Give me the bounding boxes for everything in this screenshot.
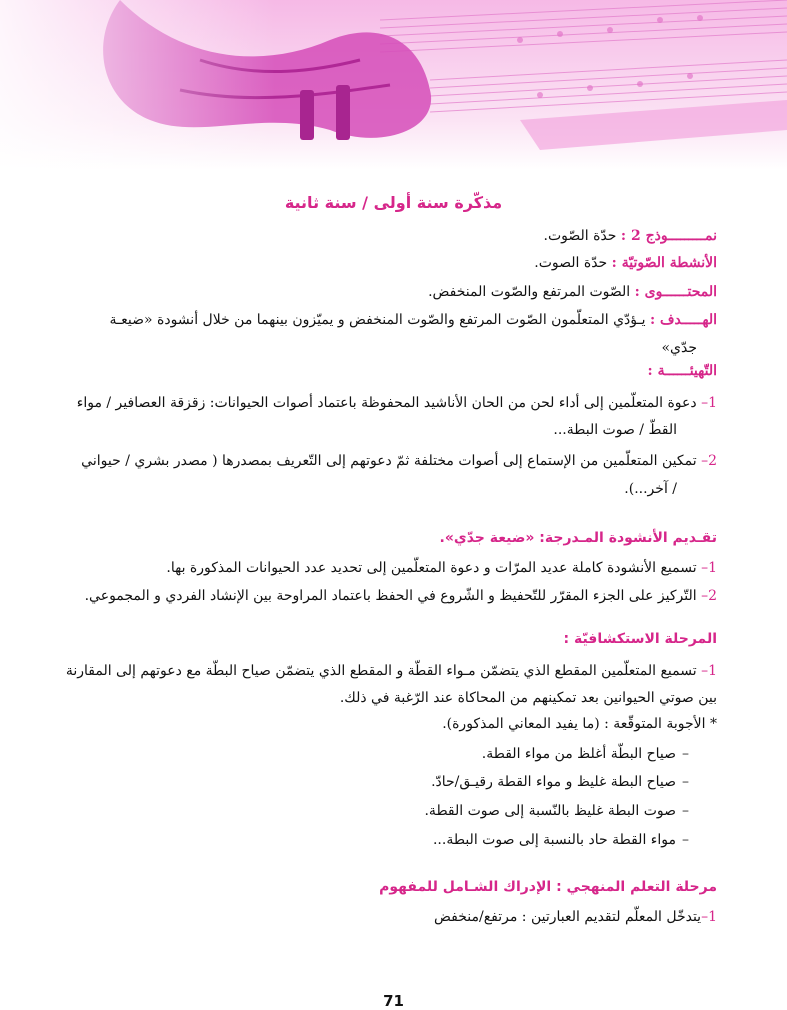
method-item-1-number: 1– xyxy=(701,909,717,925)
expected-answers-label: * الأجوبة المتوقّعة : (ما يفيد المعاني المذكورة). xyxy=(442,716,717,732)
page-title: مذكّرة سنة أولى / سنة ثانية xyxy=(284,193,503,212)
page-number: 71 xyxy=(383,992,404,1010)
answer-1-text: صياح البطّة أغلظ من مواء القطة. xyxy=(481,746,676,762)
answer-1 xyxy=(60,743,689,765)
dash-icon: – xyxy=(682,832,689,848)
explore-item-1-number: 1– xyxy=(701,663,717,679)
method-item-1 xyxy=(60,906,717,928)
objective-text2: جدّي» xyxy=(661,340,697,356)
model-text: حدّة الصّوت. xyxy=(543,228,617,244)
objective-label: الهـــــدف : xyxy=(649,312,717,328)
objective-text1: يـؤدّي المتعلّمون الصّوت المرتفع والصّوت المنخفض و يميّزون بينهما من خلال أنشودة «ضيعـة xyxy=(109,312,646,328)
warmup-item-1-cont xyxy=(60,419,677,441)
content-label: المحتــــــوى : xyxy=(634,284,717,300)
answer-3 xyxy=(60,800,689,822)
answer-4-text: مواء القطة حاد بالنسبة إلى صوت البطة... xyxy=(432,832,676,848)
objective-line xyxy=(60,309,717,331)
explore-item-1-cont xyxy=(60,687,717,709)
answer-3-text: صوت البطة غليظ بالنّسبة إلى صوت القطة. xyxy=(424,803,676,819)
song-item-1-text: تسميع الأنشودة كاملة عديد المرّات و دعوة المتعلّمين إلى تحديد عدد الحيوانات المذكورة بها. xyxy=(166,560,697,576)
warmup-item-2-number: 2– xyxy=(701,453,717,469)
warmup-item-2-cont xyxy=(60,478,677,500)
song-item-1 xyxy=(60,557,717,579)
explore-heading: المرحلة الاستكشافيّة : xyxy=(563,631,717,647)
answer-2 xyxy=(60,771,689,793)
warmup-heading xyxy=(60,360,717,382)
warmup-item-1-number: 1– xyxy=(701,395,717,411)
explore-item-1 xyxy=(60,660,717,682)
song-item-2 xyxy=(60,585,717,607)
song-heading: تقـديم الأنشودة المـدرجة: «ضيعة جدّي». xyxy=(439,530,717,546)
warmup-item-2 xyxy=(60,450,717,472)
explore-item-1-text: تسميع المتعلّمين المقطع الذي يتضمّن مـواء القطّة و المقطع الذي يتضمّن صياح البطّة مع دعوتهم إلى المقارنة xyxy=(65,663,697,679)
violin-sheet-music-banner xyxy=(0,0,787,170)
answer-4 xyxy=(60,829,689,851)
activities-line xyxy=(60,252,717,274)
objective-line2 xyxy=(60,337,697,359)
content-line xyxy=(60,281,717,303)
song-item-2-text: التّركيز على الجزء المقرّر للتّحفيظ و الشّروع في الحفظ باعتماد المراوحة بين الإنشاد الفردي و المجموعي. xyxy=(84,588,697,604)
answer-2-text: صياح البطة غليظ و مواء القطة رقيـق/حادّ. xyxy=(431,774,676,790)
warmup-label: التّهيئــــــة : xyxy=(647,363,717,379)
dash-icon: – xyxy=(682,746,689,762)
warmup-item-2-text2: / آخر...). xyxy=(624,481,677,497)
warmup-item-2-text: تمكين المتعلّمين من الإستماع إلى أصوات مختلفة ثمّ دعوتهم إلى التّعريف بمصدرها ( مصدر بشري / حيواني xyxy=(81,453,697,469)
song-item-1-number: 1– xyxy=(701,560,717,576)
explore-item-1-text2: بين صوتي الحيوانين بعد تمكينهم من المحاكاة عند الرّغبة في ذلك. xyxy=(339,690,717,706)
dash-icon: – xyxy=(682,803,689,819)
warmup-item-1-text2: القطّ / صوت البطة... xyxy=(553,422,677,438)
method-heading: مرحلة التعلم المنهجي : الإدراك الشـامل للمفهوم xyxy=(379,879,717,895)
activities-label: الأنشطة الصّوتيّة : xyxy=(611,255,717,271)
warmup-item-1-text: دعوة المتعلّمين إلى أداء لحن من الحان الأناشيد المحفوظة باعتماد أصوات الحيوانات: زقزقة العصافير / مواء xyxy=(76,395,697,411)
warmup-item-1 xyxy=(60,392,717,414)
model-line xyxy=(60,225,717,247)
method-item-1-text: يتدخّل المعلّم لتقديم العبارتين : مرتفع/منخفض xyxy=(433,909,702,925)
content-text: الصّوت المرتفع والصّوت المنخفض. xyxy=(428,284,631,300)
activities-text: حدّة الصوت. xyxy=(534,255,608,271)
model-label: نمـــــــــوذج 2 : xyxy=(620,228,717,244)
song-item-2-number: 2– xyxy=(701,588,717,604)
dash-icon: – xyxy=(682,774,689,790)
